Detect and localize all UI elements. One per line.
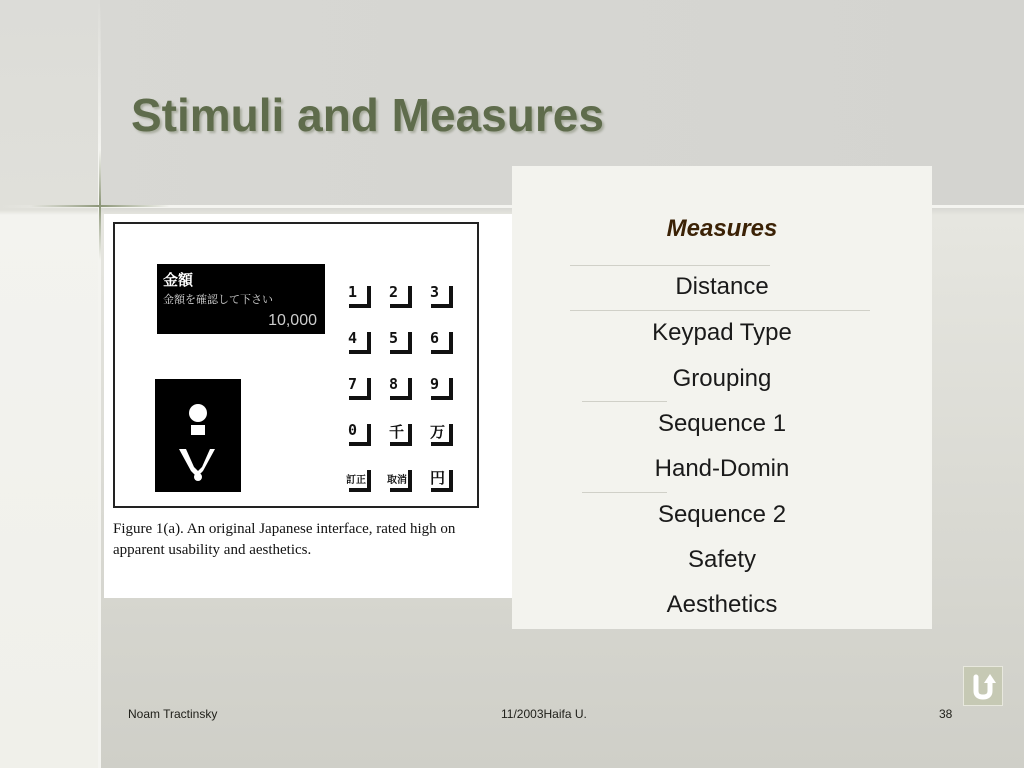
keypad-row (345, 328, 468, 354)
vertical-rule (98, 0, 101, 768)
figure-caption: Figure 1(a). An original Japanese interface, rated high on apparent usability and aesthetics. (113, 521, 456, 558)
keypad-key-label: 円 (430, 469, 446, 487)
measure-item-grouping: Grouping (672, 365, 772, 392)
keypad-key (345, 328, 371, 354)
person-icon (155, 379, 241, 492)
keypad-row (345, 374, 468, 400)
keypad-key-label: 1 (348, 283, 358, 301)
keypad-key (345, 420, 371, 446)
measure-item-safety: Safety (687, 546, 757, 573)
measure-item-hand-domin: Hand-Domin (654, 455, 790, 482)
crosshair-vertical (99, 150, 101, 260)
return-button[interactable] (963, 666, 1003, 706)
left-band (0, 0, 100, 768)
keypad-key (345, 282, 371, 308)
keypad-key-label: 3 (430, 283, 440, 301)
keypad-key (345, 374, 371, 400)
keypad-key (427, 466, 453, 492)
keypad-key-label: 2 (389, 283, 399, 301)
measure-item-aesthetics: Aesthetics (666, 591, 778, 618)
keypad-key-label: 6 (430, 329, 440, 347)
return-arrow-icon (964, 667, 1002, 705)
keypad-key-label: 取消 (387, 475, 407, 486)
footer-page-number: 38 (939, 707, 953, 721)
keypad-key (386, 374, 412, 400)
keypad-row (345, 420, 468, 446)
separator (570, 310, 870, 311)
keypad-key (427, 282, 453, 308)
keypad-key-label: 4 (348, 329, 358, 347)
keypad-key-label: 8 (389, 375, 399, 393)
separator (582, 492, 667, 493)
separator (582, 401, 667, 402)
bowing-person-image (155, 379, 241, 492)
separator (570, 265, 770, 266)
footer-author: Noam Tractinsky (128, 707, 218, 721)
keypad-key-label: 訂正 (346, 475, 366, 486)
measure-item-distance: Distance (675, 273, 769, 300)
keypad-key (386, 282, 412, 308)
keypad-key (427, 420, 453, 446)
slide-title: Stimuli and Measures (131, 89, 604, 141)
keypad-key (386, 466, 412, 492)
measure-item-sequence-1: Sequence 1 (657, 410, 787, 437)
measures-panel (512, 166, 932, 629)
keypad-row (345, 466, 468, 492)
keypad-key-label: 万 (430, 423, 446, 441)
keypad-key-label: 7 (348, 375, 358, 393)
keypad-key (427, 374, 453, 400)
keypad-key (386, 420, 412, 446)
keypad-key-label: 9 (430, 375, 440, 393)
display-amount: 10,000 (268, 312, 317, 329)
amount-display (157, 264, 325, 334)
keypad-key-label: 0 (348, 421, 358, 439)
keypad-key-label: 千 (389, 423, 405, 441)
keypad-row (345, 282, 468, 308)
measure-item-keypad-type: Keypad Type (652, 319, 792, 346)
footer-date-venue: 11/2003Haifa U. (501, 707, 587, 721)
interface-frame (113, 222, 479, 508)
measure-item-sequence-2: Sequence 2 (657, 501, 787, 528)
display-label: 金額 (163, 272, 194, 289)
display-message: 金額を確認して下さい (163, 294, 273, 306)
measures-heading: Measures (666, 215, 778, 242)
keypad-key (427, 328, 453, 354)
keypad-key (345, 466, 371, 492)
figure-image (104, 214, 524, 598)
keypad-key (386, 328, 412, 354)
keypad-key-label: 5 (389, 329, 399, 347)
